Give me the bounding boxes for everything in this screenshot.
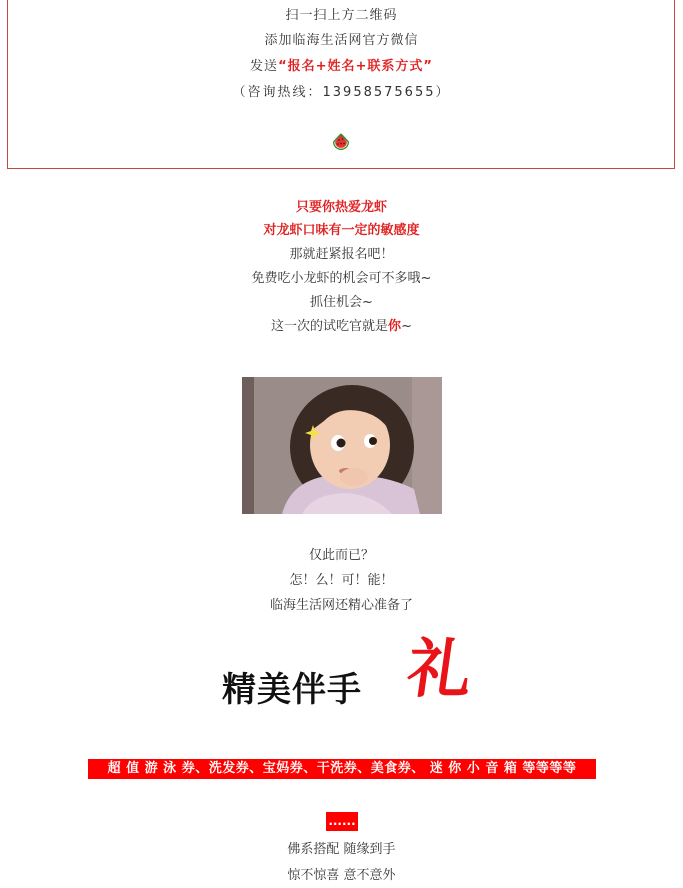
intro-line-taste-sensitivity: 对龙虾口味有一定的敏感度 (263, 223, 420, 238)
intro-line-signup-now: 那就赶紧报名吧！ (289, 247, 394, 262)
ellipsis-badge: ...... (326, 812, 358, 831)
intro-line-love-crayfish: 只要你热爱龙虾 (295, 200, 387, 215)
taster-prefix: 这一次的试吃官就是 (271, 319, 389, 334)
taster-suffix: ~ (401, 319, 412, 334)
hotline-text: （咨询热线：13958575655） (232, 85, 451, 100)
coupon-banner: 超 值 游 泳 券、洗发券、宝妈券、干洗券、美食券、 迷 你 小 音 箱 等等等等 (88, 759, 596, 779)
only-this-question: 仅此而已？ (308, 548, 374, 563)
closing-line-1: 佛系搭配 随缘到手 (287, 842, 396, 857)
how-possible-text: 怎！么！可！能！ (289, 573, 394, 588)
scan-qr-text: 扫一扫上方二维码 (285, 8, 398, 23)
gift-title-big-char: 礼 (402, 632, 478, 707)
intro-line-taster-is-you (0, 318, 683, 336)
girl-eating-gif (242, 377, 442, 514)
send-prefix: 发送 (250, 59, 279, 74)
add-wechat-text: 添加临海生活网官方微信 (264, 33, 419, 48)
send-format-highlight: “报名+姓名+联系方式” (278, 59, 433, 74)
gift-title-graphic (222, 632, 482, 720)
watermelon-icon (332, 133, 350, 151)
intro-line-free-chance: 免费吃小龙虾的机会可不多哦~ (251, 271, 432, 286)
prepared-text: 临海生活网还精心准备了 (269, 598, 413, 613)
intro-line-seize-chance: 抓住机会~ (310, 295, 373, 310)
taster-you-highlight: 你 (388, 319, 402, 334)
send-instruction (0, 58, 683, 76)
closing-line-2: 惊不惊喜 意不意外 (287, 868, 396, 883)
gift-title-text: 精美伴手 (222, 670, 362, 710)
